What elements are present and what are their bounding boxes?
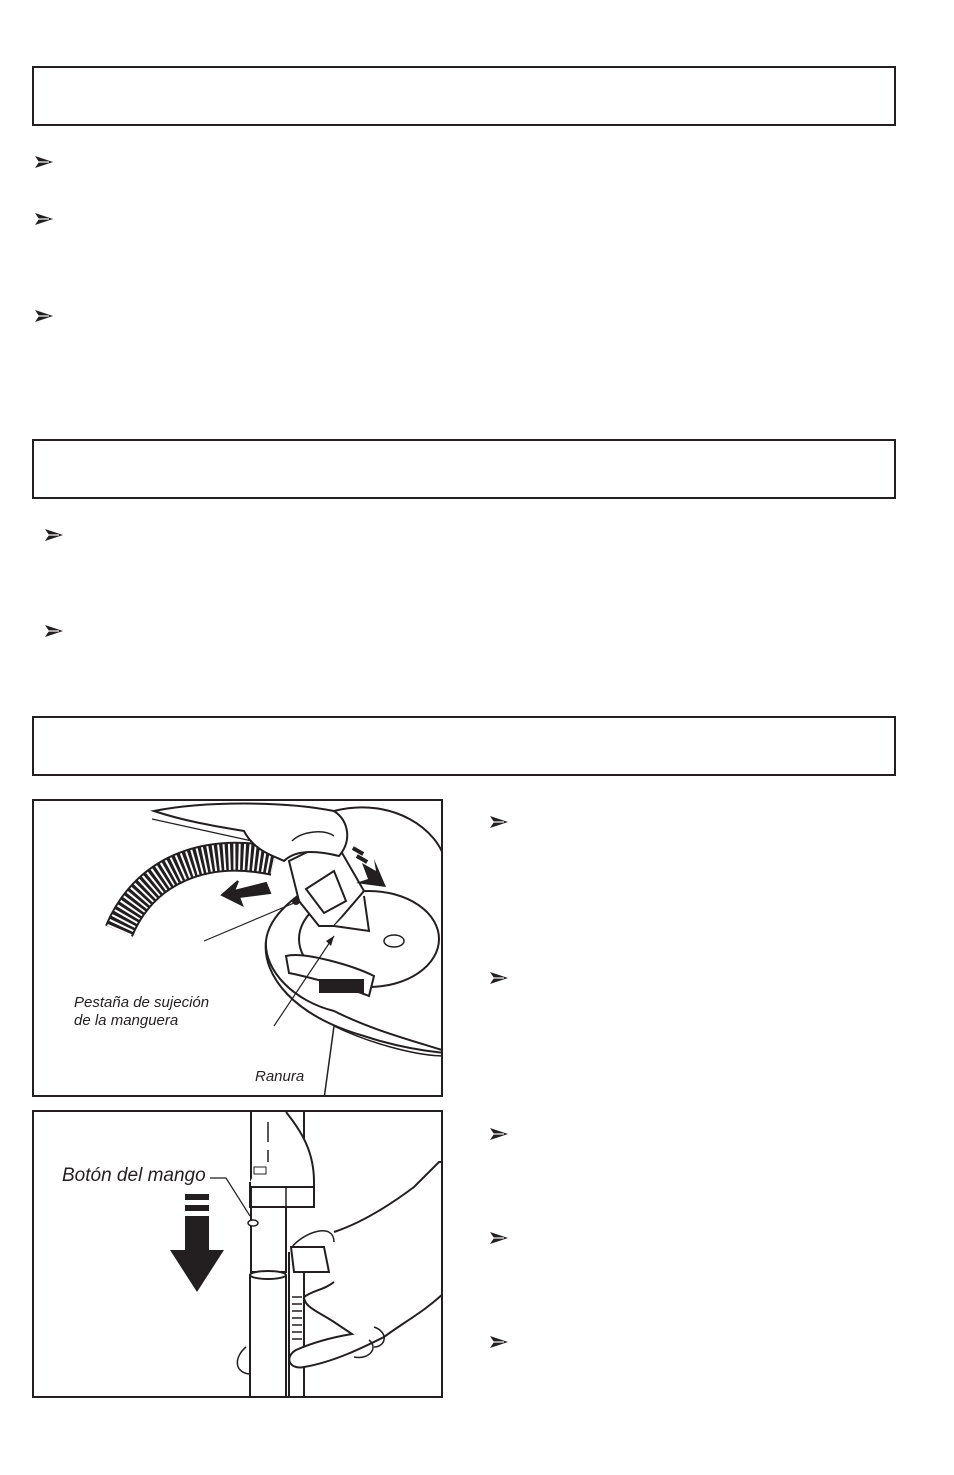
section-1-header-box [32,66,896,126]
hose-attach-illustration [34,801,443,1097]
handle-button-label: Botón del mango [62,1165,206,1186]
section-2-header-box [32,439,896,499]
hose-tab-label [74,994,209,1030]
handle-button-figure [32,1110,443,1398]
bullet-arrow-icon [489,971,509,985]
bullet-arrow-icon [44,624,64,638]
hose-attach-figure [32,799,443,1097]
handle-button-illustration [34,1112,443,1398]
bullet-arrow-icon [34,309,54,323]
bullet-arrow-icon [489,1231,509,1245]
bullet-arrow-icon [34,155,54,169]
bullet-arrow-icon [34,212,54,226]
section-3-header-box [32,716,896,776]
bullet-arrow-icon [489,1335,509,1349]
slot-label: Ranura [255,1068,305,1085]
hose-tab-label-line-2: de la manguera [74,1012,179,1029]
hose-tab-label-line-1: Pestaña de sujeción [74,994,210,1011]
pull-arrow-icon [222,881,270,905]
bullet-arrow-icon [44,528,64,542]
push-down-arrow-icon [170,1194,224,1292]
bullet-arrow-icon [489,1127,509,1141]
bullet-arrow-icon [489,815,509,829]
